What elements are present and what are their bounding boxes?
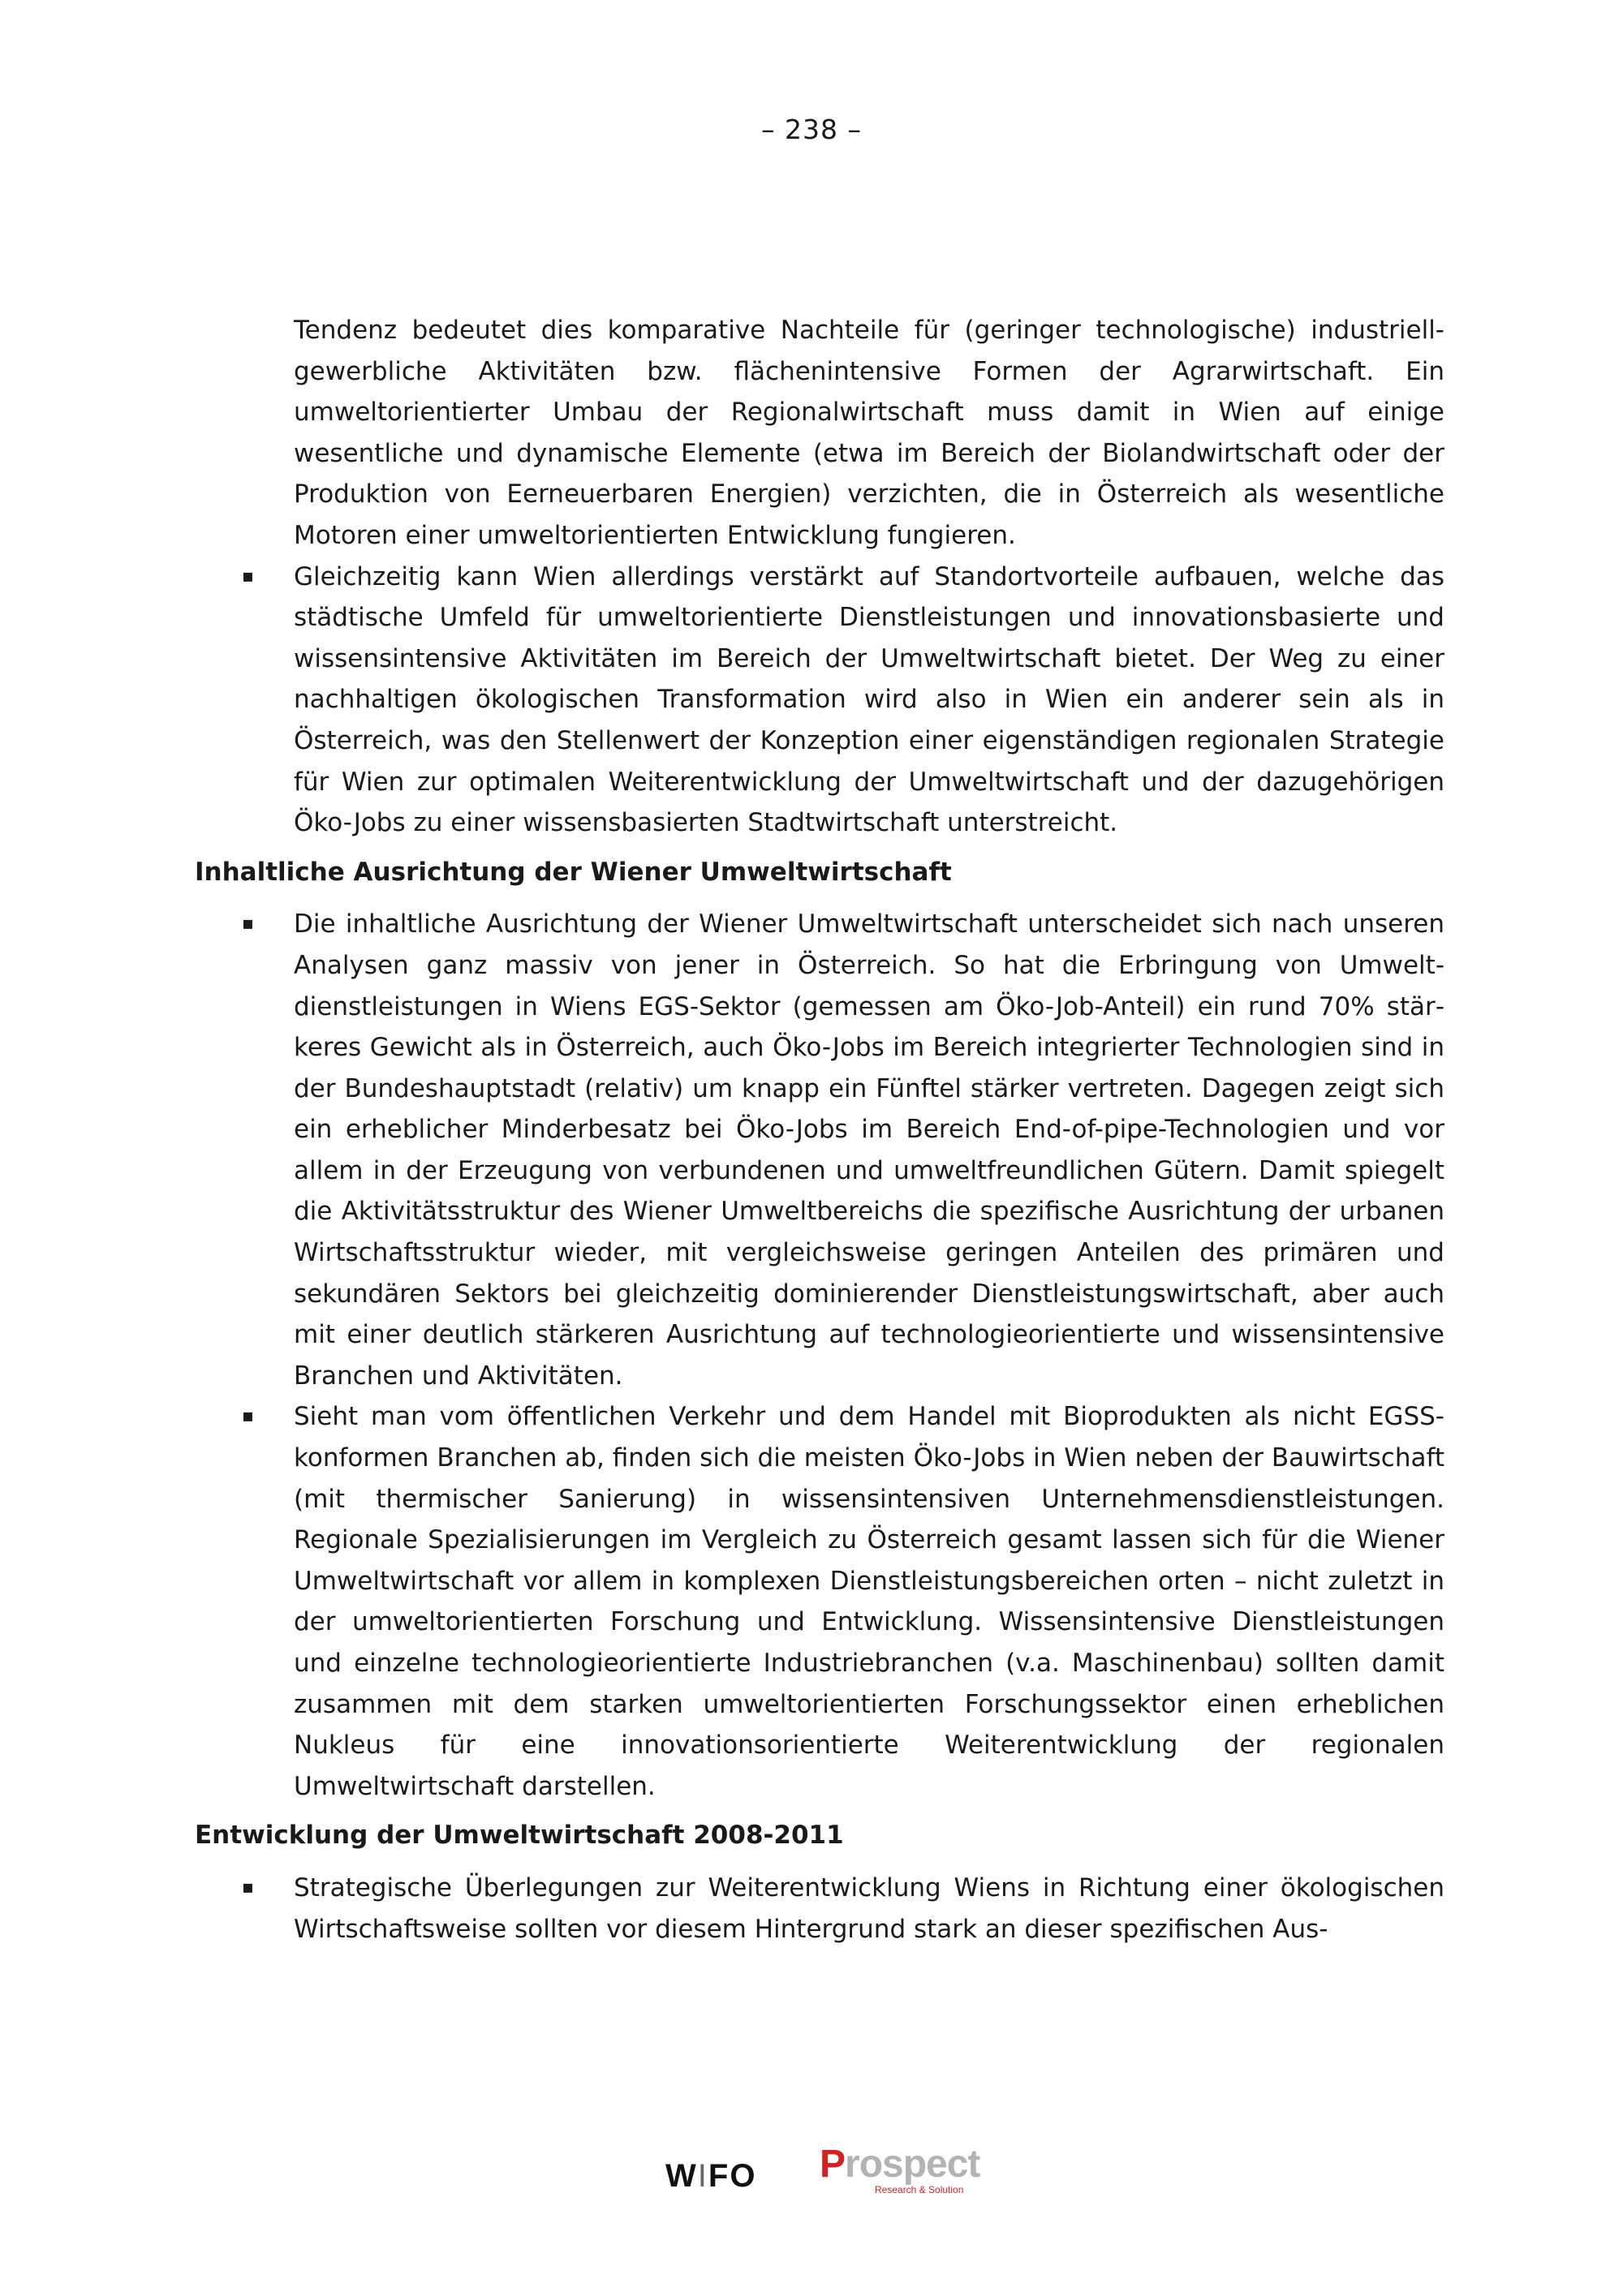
- section-heading-inhaltliche-ausrichtung: Inhaltliche Ausrichtung der Wiener Umweltwirtschaft: [195, 857, 952, 887]
- prospect-initial: P: [820, 2143, 846, 2186]
- wifo-logo-fo: FO: [708, 2158, 757, 2194]
- wifo-logo-w: W: [665, 2158, 698, 2194]
- bullet-item-oeko-jobs: [195, 1396, 1444, 1807]
- prospect-logo: [820, 2142, 982, 2207]
- prospect-wordmark: [820, 2142, 982, 2187]
- bullet-text: Gleichzeitig kann Wien allerdings verstärkt auf Standortvorteile aufbauen, welche das städtische Umfeld für umweltorientierte Dienstleistungen und innovationsbasierte und wissensintensive Aktivitäten im Bereich der Umweltwirtschaft bietet. Der Weg zu einer nachhaltigen ökologischen Transformation wird also in Wien ein anderer sein als in Österreich, was den Stellenwert der Konzeption einer eigenständigen regionalen Strategie für Wien zur optimalen Weiterentwicklung der Umweltwirtschaft und der dazugehörigen Öko-Jobs zu einer wissensbasierten Stadtwirtschaft unterstreicht.: [294, 561, 1444, 838]
- page-number: – 238 –: [761, 114, 862, 145]
- section-heading-entwicklung: Entwicklung der Umweltwirtschaft 2008-2011: [195, 1821, 844, 1851]
- bullet-item-standortvorteile: [195, 557, 1444, 844]
- bullet-marker-icon: ▪: [242, 565, 254, 587]
- bullet-text: Sieht man vom öffentlichen Verkehr und dem Handel mit Bioprodukten als nicht EGSS-konformen Branchen ab, finden sich die meisten Öko-Jobs in Wien neben der Bauwirtschaft (mit thermischer Sanierung) in wissensintensiven Unternehmensdienstleistungen. Regionale Spezialisierungen im Vergleich zu Österreich gesamt lassen sich für die Wiener Umweltwirtschaft vor allem in komplexen Dienstleistungsbereichen orten – nicht zuletzt in der umweltorientierten Forschung und Entwicklung. Wissensintensive Dienstleistungen und einzelne technologieorientierte Industriebranchen (v.a. Maschinenbau) sollten damit zusammen mit dem starken umweltorientierten Forschungssektor einen erheblichen Nukleus für eine innovationsorientierte Weiterentwicklung der regionalen Umweltwirtschaft darstellen.: [294, 1402, 1444, 1801]
- bullet-item-ausrichtung: [195, 904, 1444, 1396]
- wifo-logo: [665, 2158, 756, 2195]
- bullet-text: Strategische Überlegungen zur Weiterentwicklung Wiens in Richtung einer ökologischen Wirtschaftsweise sollten vor diesem Hintergrund stark an dieser spezifischen Aus-: [294, 1872, 1444, 1944]
- bullet-marker-icon: ▪: [242, 1406, 254, 1427]
- document-body: [195, 310, 1444, 1950]
- bullet-text: Die inhaltliche Ausrichtung der Wiener Umweltwirtschaft unterscheidet sich nach unseren Analysen ganz massiv von jener in Österreich. So hat die Erbringung von Umweltdienstleistungen in Wiens EGS-Sektor (gemessen am Öko-Job-Anteil) ein rund 70% stärkeres Gewicht als in Österreich, auch Öko-Jobs im Bereich integrierter Technologien sind in der Bundeshauptstadt (relativ) um knapp ein Fünftel stärker vertreten. Dagegen zeigt sich ein erheblicher Minderbesatz bei Öko-Jobs im Bereich End-of-pipe-Technologien und vor allem in der Erzeugung von verbundenen und umweltfreundlichen Gütern. Damit spiegelt die Aktivitätsstruktur des Wiener Umweltbereichs die spezifische Ausrichtung der urbanen Wirtschaftsstruktur wieder, mit vergleichsweise geringen Anteilen des primären und sekundären Sektors bei gleichzeitig dominierender Dienstleistungswirtschaft, aber auch mit einer deutlich stärkeren Ausrichtung auf technologieorientierte und wissensintensive Branchen und Aktivitäten.: [294, 909, 1444, 1391]
- wifo-logo-separator: I: [697, 2158, 708, 2194]
- prospect-tagline: Research & Solution: [875, 2184, 964, 2195]
- bullet-item-strategische-ueberlegungen: [195, 1868, 1444, 1950]
- continuation-paragraph: Tendenz bedeutet dies komparative Nachteile für (geringer technologische) industriell-gewerbliche Aktivitäten bzw. flächenintensive Formen der Agrarwirtschaft. Ein umweltorientierter Umbau der Regionalwirtschaft muss damit in Wien auf einige wesentliche und dynamische Elemente (etwa im Bereich der Biolandwirtschaft oder der Produktion von Eerneuerbaren Energien) verzichten, die in Österreich als wesentliche Motoren einer umweltorientierten Entwicklung fungieren.: [294, 316, 1444, 550]
- bullet-marker-icon: ▪: [242, 914, 254, 935]
- prospect-rest: rospect: [845, 2143, 980, 2186]
- page-footer: [0, 2142, 1623, 2207]
- bullet-marker-icon: ▪: [242, 1877, 254, 1898]
